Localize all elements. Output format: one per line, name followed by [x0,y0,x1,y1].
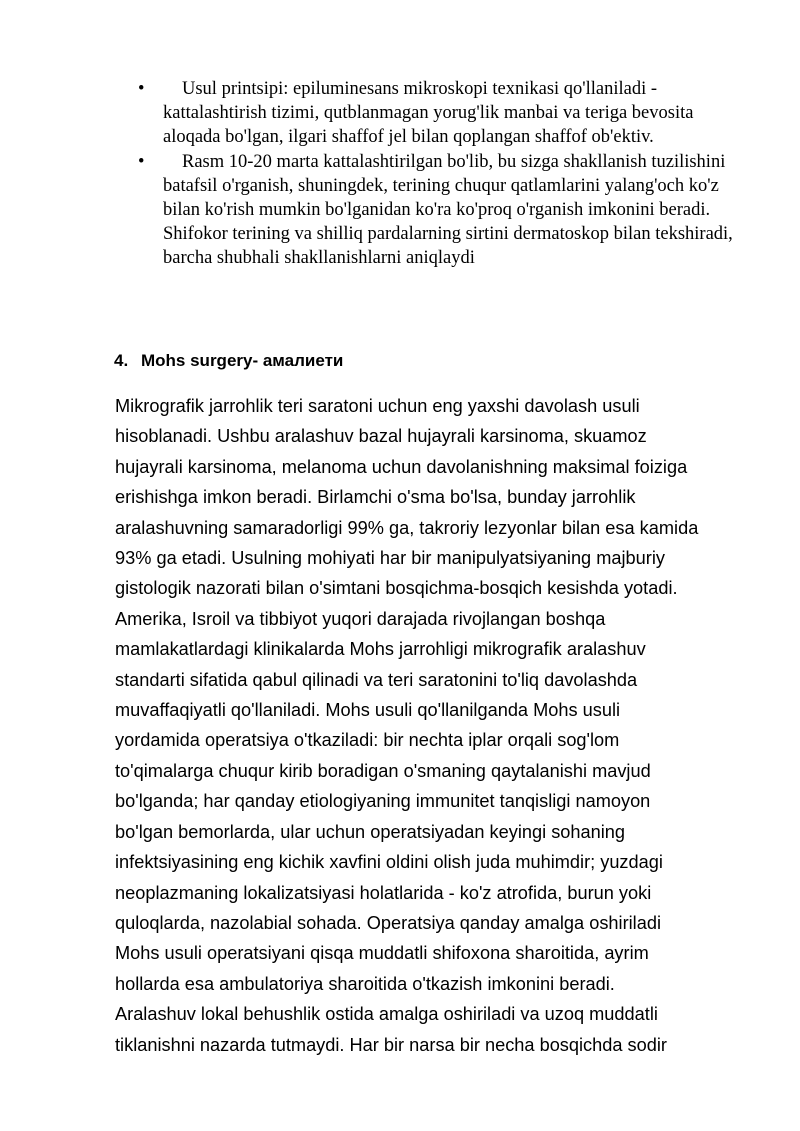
paragraph-line: tiklanishni nazarda tutmaydi. Har bir narsa bir necha bosqichda sodir [115,1034,667,1055]
paragraph-line: Aralashuv lokal behushlik ostida amalga oshiriladi va uzoq muddatli [115,1004,658,1025]
paragraph-line: aralashuvning samaradorligi 99% ga, takroriy lezyonlar bilan esa kamida [115,517,699,538]
paragraph-line: erishishga imkon beradi. Birlamchi o'sma bo'lsa, bunday jarrohlik [115,487,636,508]
paragraph-line: bo'lganda; har qanday etiologiyaning immunitet tanqisligi namoyon [115,791,651,812]
paragraph-line: mamlakatlardagi klinikalarda Mohs jarrohligi mikrografik aralashuv [115,639,646,660]
bullet-text: Usul printsipi: epiluminesans mikroskopi texnikasi qo'llaniladi - kattalashtirish tizimi, qutblanmagan yorug'lik manbai va teriga bevosita aloqada bo'lgan, ilgari shaffof jel bilan qoplangan shaffof ob'ektiv. [163,79,694,148]
paragraph-line: neoplazmaning lokalizatsiyasi holatlarida - ko'z atrofida, burun yoki [115,882,652,903]
paragraph-line: gistologik nazorati bilan o'simtani bosqichma-bosqich kesishda yotadi. [115,578,678,599]
paragraph-line: muvaffaqiyatli qo'llaniladi. Mohs usuli qo'llanilganda Mohs usuli [115,700,621,721]
body-paragraph [115,391,750,1060]
section-number: 4. [114,351,129,370]
bullet-item [138,77,738,150]
paragraph-line: standarti sifatida qabul qilinadi va teri saratonini to'liq davolashda [115,669,638,690]
bullet-symbol: • [138,79,145,99]
bullet-text: Rasm 10-20 marta kattalashtirilgan bo'lib, bu sizga shakllanish tuzilishini batafsil o'rganish, shuningdek, terining chuqur qatlamlarini yalang'och ko'z bilan ko'rish mumkin bo'lganidan ko'ra ko'proq o'rganish imkonini beradi. Shifokor terining va shilliq pardalarning sirtini dermatoskop bilan tekshiradi, barcha shubhali shakllanishlarni aniqlaydi [163,151,733,269]
bullet-symbol: • [138,151,145,172]
paragraph-line: infektsiyasining eng kichik xavfini oldini olish juda muhimdir; yuzdagi [115,852,663,873]
section-heading [114,349,343,373]
paragraph-line: to'qimalarga chuqur kirib boradigan o'smaning qaytalanishi mavjud [115,760,651,781]
paragraph-line: 93% ga etadi. Usulning mohiyati har bir manipulyatsiyaning majburiy [115,548,665,569]
paragraph-line: bo'lgan bemorlarda, ular uchun operatsiyadan keyingi sohaning [115,821,626,842]
paragraph-line: quloqlarda, nazolabial sohada. Operatsiya qanday amalga oshiriladi [115,912,661,933]
paragraph-line: hisoblanadi. Ushbu aralashuv bazal hujayrali karsinoma, skuamoz [115,426,647,447]
bullet-list [138,77,738,271]
paragraph-line: yordamida operatsiya o'tkaziladi: bir nechta iplar orqali sog'lom [115,730,620,751]
paragraph-line: Amerika, Isroil va tibbiyot yuqori darajada rivojlangan boshqa [115,608,606,629]
paragraph-line: hujayrali karsinoma, melanoma uchun davolanishning maksimal foiziga [115,456,688,477]
paragraph-line: Mikrografik jarrohlik teri saratoni uchun eng yaxshi davolash usuli [115,396,640,416]
paragraph-line: hollarda esa ambulatoriya sharoitida o'tkazish imkonini beradi. [115,973,615,994]
bullet-item [138,150,738,271]
paragraph-line: Mohs usuli operatsiyani qisqa muddatli shifoxona sharoitida, ayrim [115,943,649,964]
section-title: Mohs surgery- амалиети [141,351,344,370]
